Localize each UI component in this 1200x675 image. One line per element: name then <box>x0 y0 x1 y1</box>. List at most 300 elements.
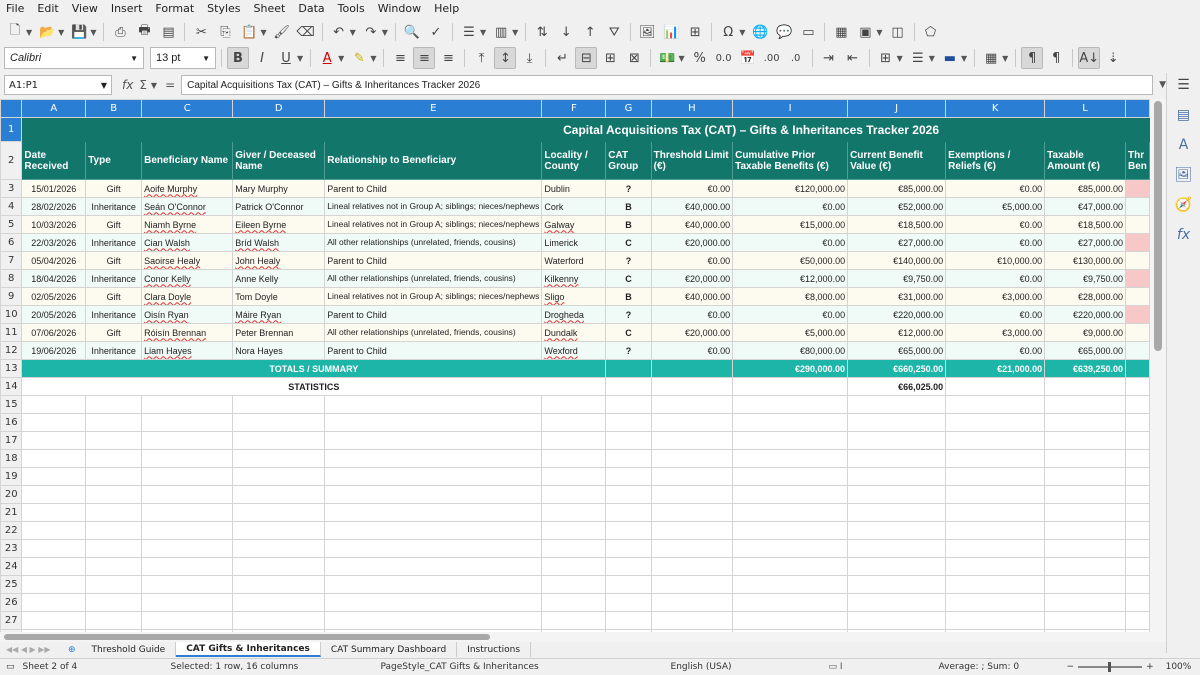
empty-cell[interactable] <box>22 522 86 540</box>
table-cell[interactable] <box>325 324 542 342</box>
table-cell[interactable] <box>946 342 1045 360</box>
table-cell[interactable] <box>733 198 848 216</box>
borders-dropdown-icon[interactable]: ▼ <box>896 53 903 63</box>
empty-cell[interactable] <box>22 450 86 468</box>
table-cell[interactable] <box>606 180 651 198</box>
empty-cell[interactable] <box>1045 396 1126 414</box>
empty-cell[interactable] <box>848 486 946 504</box>
empty-cell[interactable] <box>733 432 848 450</box>
format-percent-icon[interactable]: % <box>693 50 706 66</box>
column-title[interactable]: Beneficiary Name <box>142 142 233 180</box>
empty-cell[interactable] <box>1045 486 1126 504</box>
table-cell[interactable] <box>651 270 732 288</box>
row-header[interactable]: 19 <box>1 468 22 486</box>
table-cell[interactable] <box>733 216 848 234</box>
table-cell[interactable] <box>946 288 1045 306</box>
zoom-in-icon[interactable]: + <box>1146 662 1154 672</box>
table-cell[interactable] <box>1126 270 1150 288</box>
unmerge-cells-icon[interactable]: ⊠ <box>629 50 640 66</box>
table-cell[interactable] <box>233 306 325 324</box>
empty-cell[interactable] <box>946 450 1045 468</box>
table-cell[interactable] <box>542 252 606 270</box>
column-title[interactable]: Taxable Amount (€) <box>1045 142 1126 180</box>
table-cell[interactable] <box>233 216 325 234</box>
table-cell[interactable] <box>142 288 233 306</box>
table-cell[interactable] <box>1045 342 1126 360</box>
row-icon[interactable]: ☰ <box>463 24 475 40</box>
table-cell[interactable] <box>86 306 142 324</box>
column-header[interactable]: F <box>542 100 606 118</box>
print-preview-icon[interactable]: ▤ <box>162 24 175 40</box>
table-cell[interactable] <box>733 342 848 360</box>
table-cell[interactable] <box>542 324 606 342</box>
row-header[interactable]: 16 <box>1 414 22 432</box>
table-cell[interactable] <box>86 324 142 342</box>
empty-cell[interactable] <box>86 414 142 432</box>
header-footer-icon[interactable]: ▭ <box>802 24 815 40</box>
empty-cell[interactable] <box>606 414 651 432</box>
paste-dropdown-icon[interactable]: ▼ <box>260 27 267 37</box>
table-cell[interactable] <box>1045 324 1126 342</box>
copy-icon[interactable]: ⎘ <box>220 24 231 40</box>
row-header[interactable]: 14 <box>1 378 22 396</box>
empty-cell[interactable] <box>22 486 86 504</box>
table-cell[interactable] <box>542 198 606 216</box>
totals-cell[interactable] <box>651 360 732 378</box>
stats-cell[interactable] <box>1045 378 1126 396</box>
save-dropdown-icon[interactable]: ▼ <box>90 27 97 37</box>
table-cell[interactable] <box>233 324 325 342</box>
column-header[interactable]: A <box>22 100 86 118</box>
add-decimal-icon[interactable]: .00 <box>763 52 780 64</box>
empty-cell[interactable] <box>651 468 732 486</box>
table-cell[interactable] <box>233 342 325 360</box>
table-cell[interactable] <box>542 234 606 252</box>
empty-cell[interactable] <box>22 594 86 612</box>
empty-cell[interactable] <box>1126 576 1150 594</box>
empty-cell[interactable] <box>233 396 325 414</box>
empty-cell[interactable] <box>542 486 606 504</box>
table-cell[interactable] <box>233 234 325 252</box>
empty-cell[interactable] <box>606 396 651 414</box>
empty-cell[interactable] <box>1126 522 1150 540</box>
table-cell[interactable] <box>22 252 86 270</box>
formula-icon[interactable]: = <box>165 78 176 92</box>
table-cell[interactable] <box>22 234 86 252</box>
column-header[interactable]: L <box>1045 100 1126 118</box>
functions-icon[interactable]: fx <box>1176 227 1191 243</box>
empty-cell[interactable] <box>946 522 1045 540</box>
table-cell[interactable] <box>606 270 651 288</box>
show-draw-functions-icon[interactable]: ⬠ <box>924 24 937 40</box>
sheet-tab[interactable]: CAT Gifts & Inheritances <box>176 642 321 657</box>
new-icon[interactable]: 🗋 <box>9 23 21 38</box>
zoom-slider[interactable] <box>1078 666 1142 668</box>
table-cell[interactable] <box>606 198 651 216</box>
empty-cell[interactable] <box>651 396 732 414</box>
empty-cell[interactable] <box>1045 414 1126 432</box>
table-cell[interactable] <box>733 270 848 288</box>
select-all-corner[interactable] <box>1 100 22 118</box>
empty-cell[interactable] <box>651 522 732 540</box>
table-cell[interactable] <box>1126 342 1150 360</box>
table-cell[interactable] <box>733 288 848 306</box>
hamburger-menu-icon[interactable]: ☰ <box>1177 77 1190 93</box>
row-header[interactable]: 25 <box>1 576 22 594</box>
format-currency-icon[interactable]: 💵 <box>659 50 676 66</box>
empty-cell[interactable] <box>142 612 233 630</box>
table-cell[interactable] <box>651 216 732 234</box>
table-cell[interactable] <box>142 216 233 234</box>
row-header[interactable]: 6 <box>1 234 22 252</box>
empty-cell[interactable] <box>233 414 325 432</box>
hyperlink-icon[interactable]: 🌐 <box>752 24 769 40</box>
borders-icon[interactable]: ⊞ <box>880 50 892 66</box>
table-cell[interactable] <box>848 306 946 324</box>
row-header[interactable]: 24 <box>1 558 22 576</box>
column-header[interactable]: H <box>651 100 732 118</box>
empty-cell[interactable] <box>233 486 325 504</box>
empty-cell[interactable] <box>1045 522 1126 540</box>
table-cell[interactable] <box>606 306 651 324</box>
table-cell[interactable] <box>1126 198 1150 216</box>
empty-cell[interactable] <box>86 486 142 504</box>
empty-cell[interactable] <box>325 576 542 594</box>
empty-cell[interactable] <box>142 432 233 450</box>
table-cell[interactable] <box>651 198 732 216</box>
empty-cell[interactable] <box>1126 432 1150 450</box>
split-window-icon[interactable]: ◫ <box>891 24 904 40</box>
empty-cell[interactable] <box>1126 558 1150 576</box>
row-header[interactable]: 2 <box>1 142 22 180</box>
row-header[interactable]: 17 <box>1 432 22 450</box>
vertical-text-icon[interactable]: ⇣ <box>1107 50 1119 66</box>
table-cell[interactable] <box>325 288 542 306</box>
spelling-icon[interactable]: ✓ <box>430 24 442 40</box>
navigator-icon[interactable]: 🧭 <box>1174 197 1193 213</box>
table-cell[interactable] <box>848 324 946 342</box>
column-title[interactable]: CAT Group <box>606 142 651 180</box>
empty-cell[interactable] <box>142 414 233 432</box>
empty-cell[interactable] <box>325 540 542 558</box>
table-cell[interactable] <box>1045 306 1126 324</box>
menu-item-format[interactable]: Format <box>155 2 195 15</box>
table-cell[interactable] <box>733 234 848 252</box>
table-cell[interactable] <box>22 198 86 216</box>
merge-cells-icon[interactable]: ⊞ <box>605 50 616 66</box>
empty-cell[interactable] <box>542 396 606 414</box>
empty-cell[interactable] <box>142 558 233 576</box>
empty-cell[interactable] <box>651 612 732 630</box>
increase-indent-icon[interactable]: ⇥ <box>823 50 835 66</box>
empty-cell[interactable] <box>142 576 233 594</box>
empty-cell[interactable] <box>1045 558 1126 576</box>
empty-cell[interactable] <box>142 450 233 468</box>
empty-cell[interactable] <box>22 576 86 594</box>
empty-cell[interactable] <box>606 558 651 576</box>
column-dropdown-icon[interactable]: ▼ <box>512 27 519 37</box>
table-cell[interactable] <box>848 270 946 288</box>
empty-cell[interactable] <box>1045 450 1126 468</box>
autofilter-icon[interactable]: ⛛ <box>608 24 620 40</box>
merge-center-icon[interactable]: ⊟ <box>575 47 597 69</box>
table-cell[interactable] <box>1126 306 1150 324</box>
chevron-down-icon[interactable]: ▼ <box>100 80 107 90</box>
row-header[interactable]: 13 <box>1 360 22 378</box>
table-cell[interactable] <box>606 342 651 360</box>
formula-input[interactable] <box>181 75 1153 95</box>
table-cell[interactable] <box>848 198 946 216</box>
table-cell[interactable] <box>1126 216 1150 234</box>
redo-dropdown-icon[interactable]: ▼ <box>381 27 388 37</box>
empty-cell[interactable] <box>1126 486 1150 504</box>
row-header[interactable]: 3 <box>1 180 22 198</box>
table-cell[interactable] <box>22 324 86 342</box>
print-icon[interactable]: 🖶 <box>138 23 151 38</box>
empty-cell[interactable] <box>325 432 542 450</box>
empty-cell[interactable] <box>651 576 732 594</box>
delete-decimal-icon[interactable]: .0 <box>790 52 801 64</box>
table-cell[interactable] <box>606 216 651 234</box>
empty-cell[interactable] <box>22 432 86 450</box>
empty-cell[interactable] <box>1126 594 1150 612</box>
comment-icon[interactable]: 💬 <box>776 24 793 40</box>
table-cell[interactable] <box>733 252 848 270</box>
italic-icon[interactable]: I <box>260 50 264 66</box>
table-cell[interactable] <box>1045 270 1126 288</box>
table-cell[interactable] <box>1045 180 1126 198</box>
table-cell[interactable] <box>233 198 325 216</box>
column-title[interactable]: Date Received <box>22 142 86 180</box>
table-cell[interactable] <box>142 198 233 216</box>
table-cell[interactable] <box>142 342 233 360</box>
right-to-left-icon[interactable]: ¶ <box>1052 50 1061 66</box>
column-title[interactable]: Exemptions / Reliefs (€) <box>946 142 1045 180</box>
table-cell[interactable] <box>86 288 142 306</box>
table-cell[interactable] <box>325 342 542 360</box>
totals-cell[interactable] <box>1126 360 1150 378</box>
table-cell[interactable] <box>848 216 946 234</box>
empty-cell[interactable] <box>848 558 946 576</box>
empty-cell[interactable] <box>733 576 848 594</box>
empty-cell[interactable] <box>325 468 542 486</box>
table-cell[interactable] <box>651 288 732 306</box>
table-cell[interactable] <box>542 180 606 198</box>
empty-cell[interactable] <box>651 432 732 450</box>
table-cell[interactable] <box>1045 216 1126 234</box>
column-header[interactable]: I <box>733 100 848 118</box>
table-cell[interactable] <box>233 252 325 270</box>
empty-cell[interactable] <box>848 594 946 612</box>
stats-label[interactable]: STATISTICS <box>22 378 606 396</box>
empty-cell[interactable] <box>233 576 325 594</box>
empty-cell[interactable] <box>1045 504 1126 522</box>
empty-cell[interactable] <box>325 612 542 630</box>
empty-cell[interactable] <box>142 594 233 612</box>
table-cell[interactable] <box>142 234 233 252</box>
empty-cell[interactable] <box>542 504 606 522</box>
empty-cell[interactable] <box>606 576 651 594</box>
stats-cell[interactable] <box>946 378 1045 396</box>
empty-cell[interactable] <box>733 450 848 468</box>
totals-taxable[interactable]: €639,250.00 <box>1045 360 1126 378</box>
table-cell[interactable] <box>606 234 651 252</box>
table-cell[interactable] <box>142 324 233 342</box>
cut-icon[interactable]: ✂ <box>196 24 207 40</box>
empty-cell[interactable] <box>1126 612 1150 630</box>
row-header[interactable]: 4 <box>1 198 22 216</box>
table-cell[interactable] <box>848 234 946 252</box>
empty-cell[interactable] <box>86 468 142 486</box>
chevron-down-icon[interactable]: ▼ <box>130 53 138 63</box>
table-cell[interactable] <box>233 288 325 306</box>
sum-icon[interactable]: Σ <box>139 78 147 92</box>
row-header[interactable]: 8 <box>1 270 22 288</box>
sheet-tab[interactable]: Threshold Guide <box>82 642 177 657</box>
empty-cell[interactable] <box>233 594 325 612</box>
vertical-scroll-thumb[interactable] <box>1154 101 1162 351</box>
row-header[interactable]: 11 <box>1 324 22 342</box>
zoom-slider-thumb[interactable] <box>1108 662 1111 672</box>
border-style-dropdown-icon[interactable]: ▼ <box>928 53 935 63</box>
empty-cell[interactable] <box>542 450 606 468</box>
insert-chart-icon[interactable]: 📊 <box>663 24 680 40</box>
empty-cell[interactable] <box>848 522 946 540</box>
sheet-tab[interactable]: Instructions <box>457 642 531 657</box>
row-header[interactable]: 22 <box>1 522 22 540</box>
border-color-dropdown-icon[interactable]: ▼ <box>960 53 968 63</box>
clear-formatting-icon[interactable]: ⌫ <box>296 24 315 40</box>
table-cell[interactable] <box>142 252 233 270</box>
freeze-dropdown-icon[interactable]: ▼ <box>876 27 883 37</box>
format-date-icon[interactable]: 📅 <box>739 50 756 66</box>
column-icon[interactable]: ▥ <box>494 24 508 40</box>
empty-cell[interactable] <box>848 504 946 522</box>
special-character-icon[interactable]: Ω <box>723 24 734 40</box>
border-color-icon[interactable]: ▬ <box>943 50 957 66</box>
empty-cell[interactable] <box>86 594 142 612</box>
empty-cell[interactable] <box>733 486 848 504</box>
highlight-color-icon[interactable]: ✎ <box>353 50 365 66</box>
empty-cell[interactable] <box>848 612 946 630</box>
empty-cell[interactable] <box>86 558 142 576</box>
empty-cell[interactable] <box>86 432 142 450</box>
column-title[interactable]: Giver / Deceased Name <box>233 142 325 180</box>
column-title[interactable]: Threshold Limit (€) <box>651 142 732 180</box>
empty-cell[interactable] <box>1126 504 1150 522</box>
table-cell[interactable] <box>22 306 86 324</box>
table-cell[interactable] <box>142 306 233 324</box>
table-cell[interactable] <box>946 216 1045 234</box>
empty-cell[interactable] <box>1045 576 1126 594</box>
empty-cell[interactable] <box>1126 468 1150 486</box>
stats-cell[interactable] <box>1126 378 1150 396</box>
table-cell[interactable] <box>946 270 1045 288</box>
table-cell[interactable] <box>86 252 142 270</box>
empty-cell[interactable] <box>946 432 1045 450</box>
status-language[interactable]: English (USA) <box>670 662 732 672</box>
empty-cell[interactable] <box>1045 612 1126 630</box>
column-title[interactable]: Current Benefit Value (€) <box>848 142 946 180</box>
left-to-right-icon[interactable]: ¶ <box>1021 47 1043 69</box>
menu-item-data[interactable]: Data <box>298 2 325 15</box>
table-cell[interactable] <box>848 288 946 306</box>
column-header[interactable]: C <box>142 100 233 118</box>
empty-cell[interactable] <box>542 594 606 612</box>
table-cell[interactable] <box>86 198 142 216</box>
clone-formatting-icon[interactable]: 🖌 <box>273 24 290 40</box>
empty-cell[interactable] <box>848 414 946 432</box>
sort-ascending-icon[interactable]: ↓ <box>560 24 572 40</box>
highlight-dropdown-icon[interactable]: ▼ <box>370 53 377 63</box>
properties-icon[interactable]: ▤ <box>1176 107 1191 123</box>
empty-cell[interactable] <box>142 396 233 414</box>
font-color-dropdown-icon[interactable]: ▼ <box>338 53 345 63</box>
empty-cell[interactable] <box>848 540 946 558</box>
column-title[interactable]: Locality / County <box>542 142 606 180</box>
table-cell[interactable] <box>1126 288 1150 306</box>
table-cell[interactable] <box>325 216 542 234</box>
align-bottom-icon[interactable]: ⤓ <box>526 50 533 66</box>
underline-dropdown-icon[interactable]: ▼ <box>297 53 304 63</box>
empty-cell[interactable] <box>542 414 606 432</box>
empty-cell[interactable] <box>142 486 233 504</box>
row-header[interactable]: 15 <box>1 396 22 414</box>
empty-cell[interactable] <box>233 504 325 522</box>
empty-cell[interactable] <box>606 504 651 522</box>
zoom-out-icon[interactable]: − <box>1066 662 1075 672</box>
column-title[interactable]: Type <box>86 142 142 180</box>
table-cell[interactable] <box>86 180 142 198</box>
row-header[interactable]: 18 <box>1 450 22 468</box>
empty-cell[interactable] <box>86 504 142 522</box>
menu-item-styles[interactable]: Styles <box>207 2 241 15</box>
empty-cell[interactable] <box>233 522 325 540</box>
redo-icon[interactable]: ↷ <box>365 24 377 40</box>
table-cell[interactable] <box>651 324 732 342</box>
table-cell[interactable] <box>542 270 606 288</box>
table-cell[interactable] <box>86 234 142 252</box>
empty-cell[interactable] <box>651 594 732 612</box>
conditional-dropdown-icon[interactable]: ▼ <box>1002 53 1009 63</box>
special-character-dropdown-icon[interactable]: ▼ <box>739 27 746 37</box>
table-cell[interactable] <box>651 180 732 198</box>
empty-cell[interactable] <box>651 540 732 558</box>
text-direction-icon[interactable]: A↓ <box>1078 47 1100 69</box>
menu-item-insert[interactable]: Insert <box>110 2 143 15</box>
currency-dropdown-icon[interactable]: ▼ <box>678 53 685 63</box>
new-dropdown-icon[interactable]: ▼ <box>26 27 33 37</box>
empty-cell[interactable] <box>542 432 606 450</box>
empty-cell[interactable] <box>233 468 325 486</box>
zoom-level[interactable]: 100% <box>1165 662 1192 672</box>
empty-cell[interactable] <box>946 468 1045 486</box>
empty-cell[interactable] <box>233 540 325 558</box>
table-cell[interactable] <box>651 306 732 324</box>
row-header[interactable]: 23 <box>1 540 22 558</box>
font-name-box[interactable] <box>4 47 144 69</box>
empty-cell[interactable] <box>606 486 651 504</box>
empty-cell[interactable] <box>142 540 233 558</box>
table-cell[interactable] <box>1045 252 1126 270</box>
empty-cell[interactable] <box>86 612 142 630</box>
table-cell[interactable] <box>733 180 848 198</box>
open-icon[interactable]: 📂 <box>39 24 56 40</box>
chevron-down-icon[interactable]: ▼ <box>202 53 210 63</box>
table-cell[interactable] <box>606 324 651 342</box>
name-box[interactable] <box>4 75 112 95</box>
stats-cell[interactable] <box>651 378 732 396</box>
